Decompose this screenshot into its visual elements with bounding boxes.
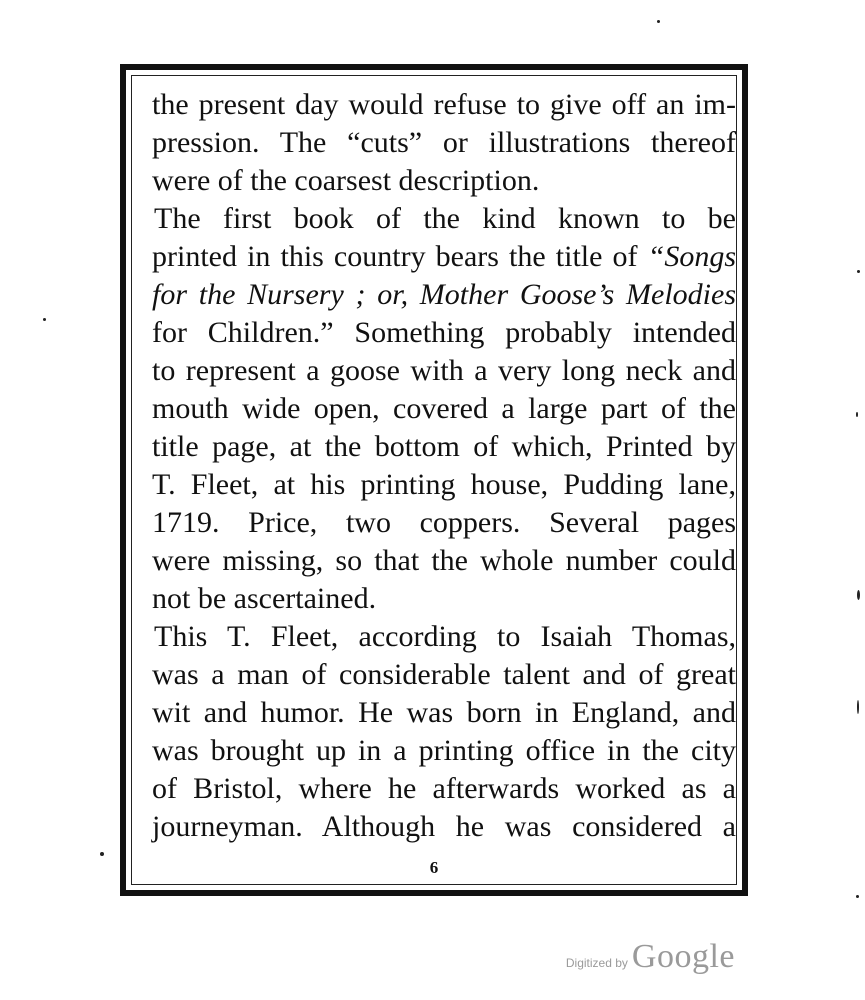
digitized-watermark — [566, 938, 735, 976]
paragraph-1 — [152, 86, 736, 200]
scan-speck — [857, 700, 859, 714]
text-line: to represent a goose with a very long neck and — [152, 354, 736, 387]
text-line: pression. The “cuts” or illustrations thereof — [152, 126, 736, 159]
text-line: not be ascertained. — [152, 582, 377, 615]
scan-speck — [100, 852, 104, 856]
text-line: for the Nursery ; or, Mother Goose’s Melodies — [152, 278, 736, 311]
text-line: the present day would refuse to give off an im- — [152, 88, 736, 121]
text-line: were of the coarsest description. — [152, 164, 540, 197]
paragraph-2 — [152, 200, 736, 618]
text-line: was brought up in a printing office in the city — [152, 734, 736, 767]
scan-speck — [857, 270, 860, 273]
text-line: printed in this country bears the title of “Songs — [152, 240, 736, 273]
text-line: was a man of considerable talent and of great — [152, 658, 736, 691]
text-line: of Bristol, where he afterwards worked as a — [152, 772, 736, 805]
text-line: The first book of the kind known to be — [154, 202, 736, 235]
text-line: were missing, so that the whole number could — [152, 544, 736, 577]
text-line: This T. Fleet, according to Isaiah Thomas, — [154, 620, 736, 653]
scan-speck — [856, 895, 859, 898]
text-line: 1719. Price, two coppers. Several pages — [152, 506, 736, 539]
body-text — [152, 86, 736, 846]
google-logo: Google — [631, 938, 735, 975]
text-line: journeyman. Although he was considered a — [152, 810, 736, 843]
scan-speck — [43, 318, 46, 321]
page-number: 6 — [429, 858, 439, 877]
text-line: wit and humor. He was born in England, and — [152, 696, 736, 729]
text-line: title page, at the bottom of which, Printed by — [152, 430, 736, 463]
scan-speck — [857, 590, 860, 600]
paragraph-3 — [152, 618, 736, 846]
watermark-prefix: Digitized by — [565, 956, 628, 970]
scan-speck — [856, 412, 858, 417]
text-line: T. Fleet, at his printing house, Pudding lane, — [152, 468, 736, 501]
text-line: mouth wide open, covered a large part of the — [152, 392, 736, 425]
text-line: for Children.” Something probably intended — [152, 316, 736, 349]
scan-speck — [657, 20, 660, 23]
